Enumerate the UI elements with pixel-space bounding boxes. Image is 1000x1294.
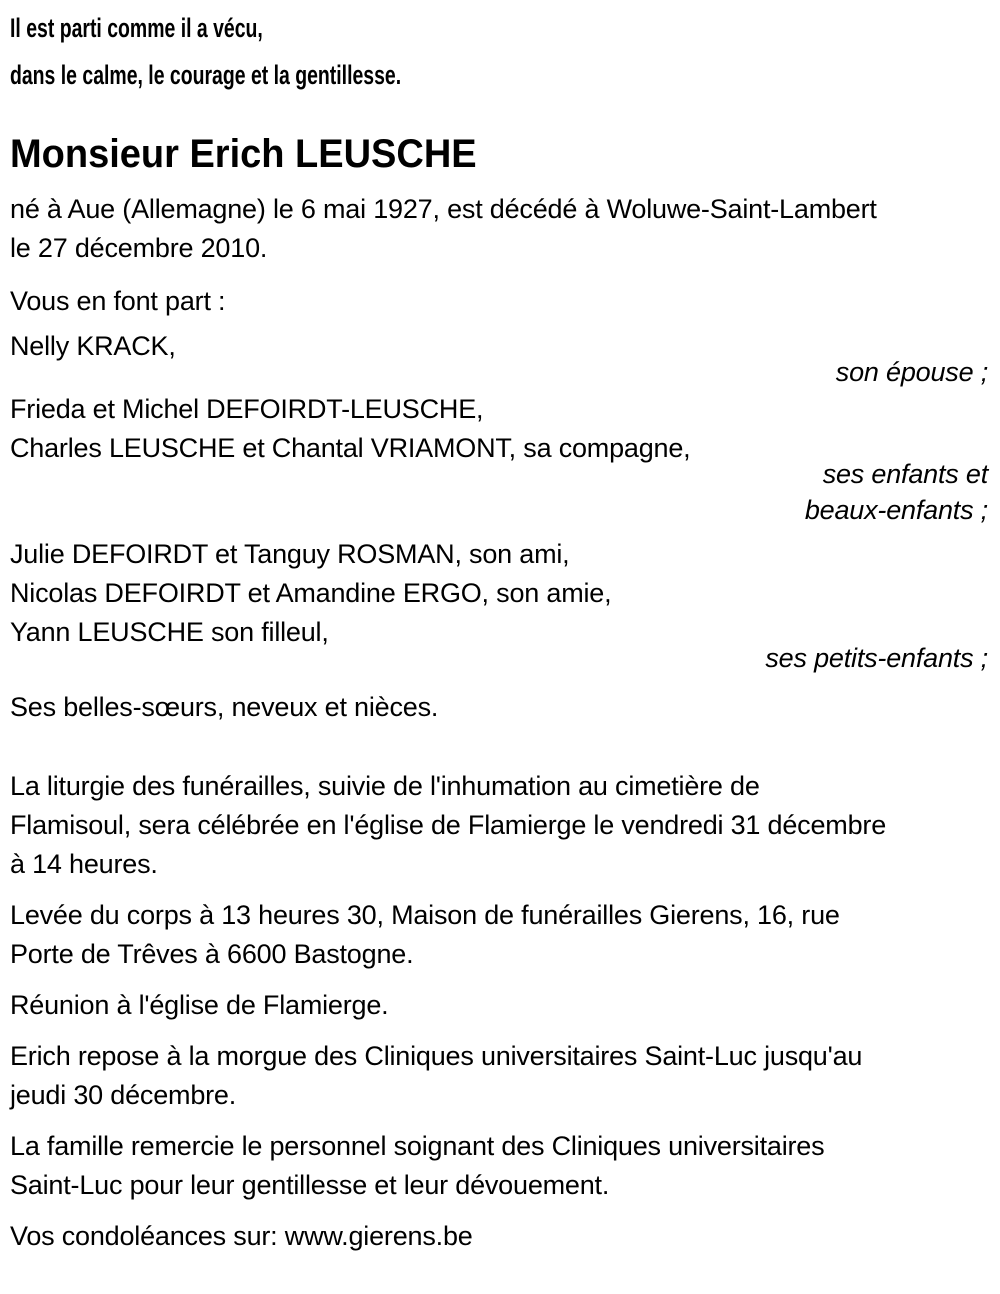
family-member-line: Nelly KRACK,: [10, 331, 176, 361]
paragraph-line: Porte de Trêves à 6600 Bastogne.: [10, 939, 414, 969]
family-member-line: Ses belles-sœurs, neveux et nièces.: [10, 692, 439, 722]
deceased-name-title: Monsieur Erich LEUSCHE: [10, 132, 477, 176]
family-member-line: Julie DEFOIRDT et Tanguy ROSMAN, son ami,: [10, 539, 570, 569]
relation-label: ses petits-enfants ;: [765, 643, 988, 673]
paragraph-line: Saint-Luc pour leur gentillesse et leur dévouement.: [10, 1170, 610, 1200]
relation-label: beaux-enfants ;: [804, 495, 988, 525]
family-member-line: Nicolas DEFOIRDT et Amandine ERGO, son amie,: [10, 578, 612, 608]
announcement-line: Vous en font part :: [10, 286, 226, 316]
paragraph-line: La famille remercie le personnel soignant des Cliniques universitaires: [10, 1131, 825, 1161]
paragraph-line: La liturgie des funérailles, suivie de l'inhumation au cimetière de: [10, 771, 760, 801]
paragraph-line: Levée du corps à 13 heures 30, Maison de funérailles Gierens, 16, rue: [10, 900, 840, 930]
repose-paragraph: [10, 1037, 988, 1115]
family-group-children: [10, 390, 988, 528]
thanks-paragraph: [10, 1127, 988, 1205]
family-group-spouse: [10, 327, 988, 390]
funeral-liturgy-paragraph: [10, 767, 988, 884]
epigraph-line-1: Il est parti comme il a vécu,: [10, 13, 263, 43]
family-group-grandchildren: [10, 535, 988, 676]
body-removal-paragraph: [10, 896, 988, 974]
condolences-paragraph: [10, 1217, 988, 1256]
family-section: [10, 327, 988, 727]
intro-line-1: né à Aue (Allemagne) le 6 mai 1927, est décédé à Woluwe-Saint-Lambert: [10, 194, 877, 224]
relation-label: ses enfants et: [822, 459, 988, 489]
church-meeting-paragraph: [10, 986, 988, 1025]
paragraph-line: jeudi 30 décembre.: [10, 1080, 237, 1110]
intro-paragraph: [10, 190, 988, 268]
paragraph-line: Erich repose à la morgue des Cliniques universitaires Saint-Luc jusqu'au: [10, 1041, 863, 1071]
family-member-line: Yann LEUSCHE son filleul,: [10, 617, 329, 647]
family-group-inlaws: [10, 688, 988, 727]
epigraph: [10, 12, 988, 92]
condolences-line: Vos condoléances sur: www.gierens.be: [10, 1221, 473, 1251]
epigraph-line-2: dans le calme, le courage et la gentillesse.: [10, 60, 402, 90]
family-member-line: Frieda et Michel DEFOIRDT-LEUSCHE,: [10, 394, 484, 424]
relation-label: son épouse ;: [835, 357, 988, 387]
paragraph-line: à 14 heures.: [10, 849, 158, 879]
paragraph-line: Flamisoul, sera célébrée en l'église de Flamierge le vendredi 31 décembre: [10, 810, 887, 840]
family-member-line: Charles LEUSCHE et Chantal VRIAMONT, sa compagne,: [10, 433, 691, 463]
intro-line-2: le 27 décembre 2010.: [10, 233, 268, 263]
paragraph-line: Réunion à l'église de Flamierge.: [10, 990, 389, 1020]
